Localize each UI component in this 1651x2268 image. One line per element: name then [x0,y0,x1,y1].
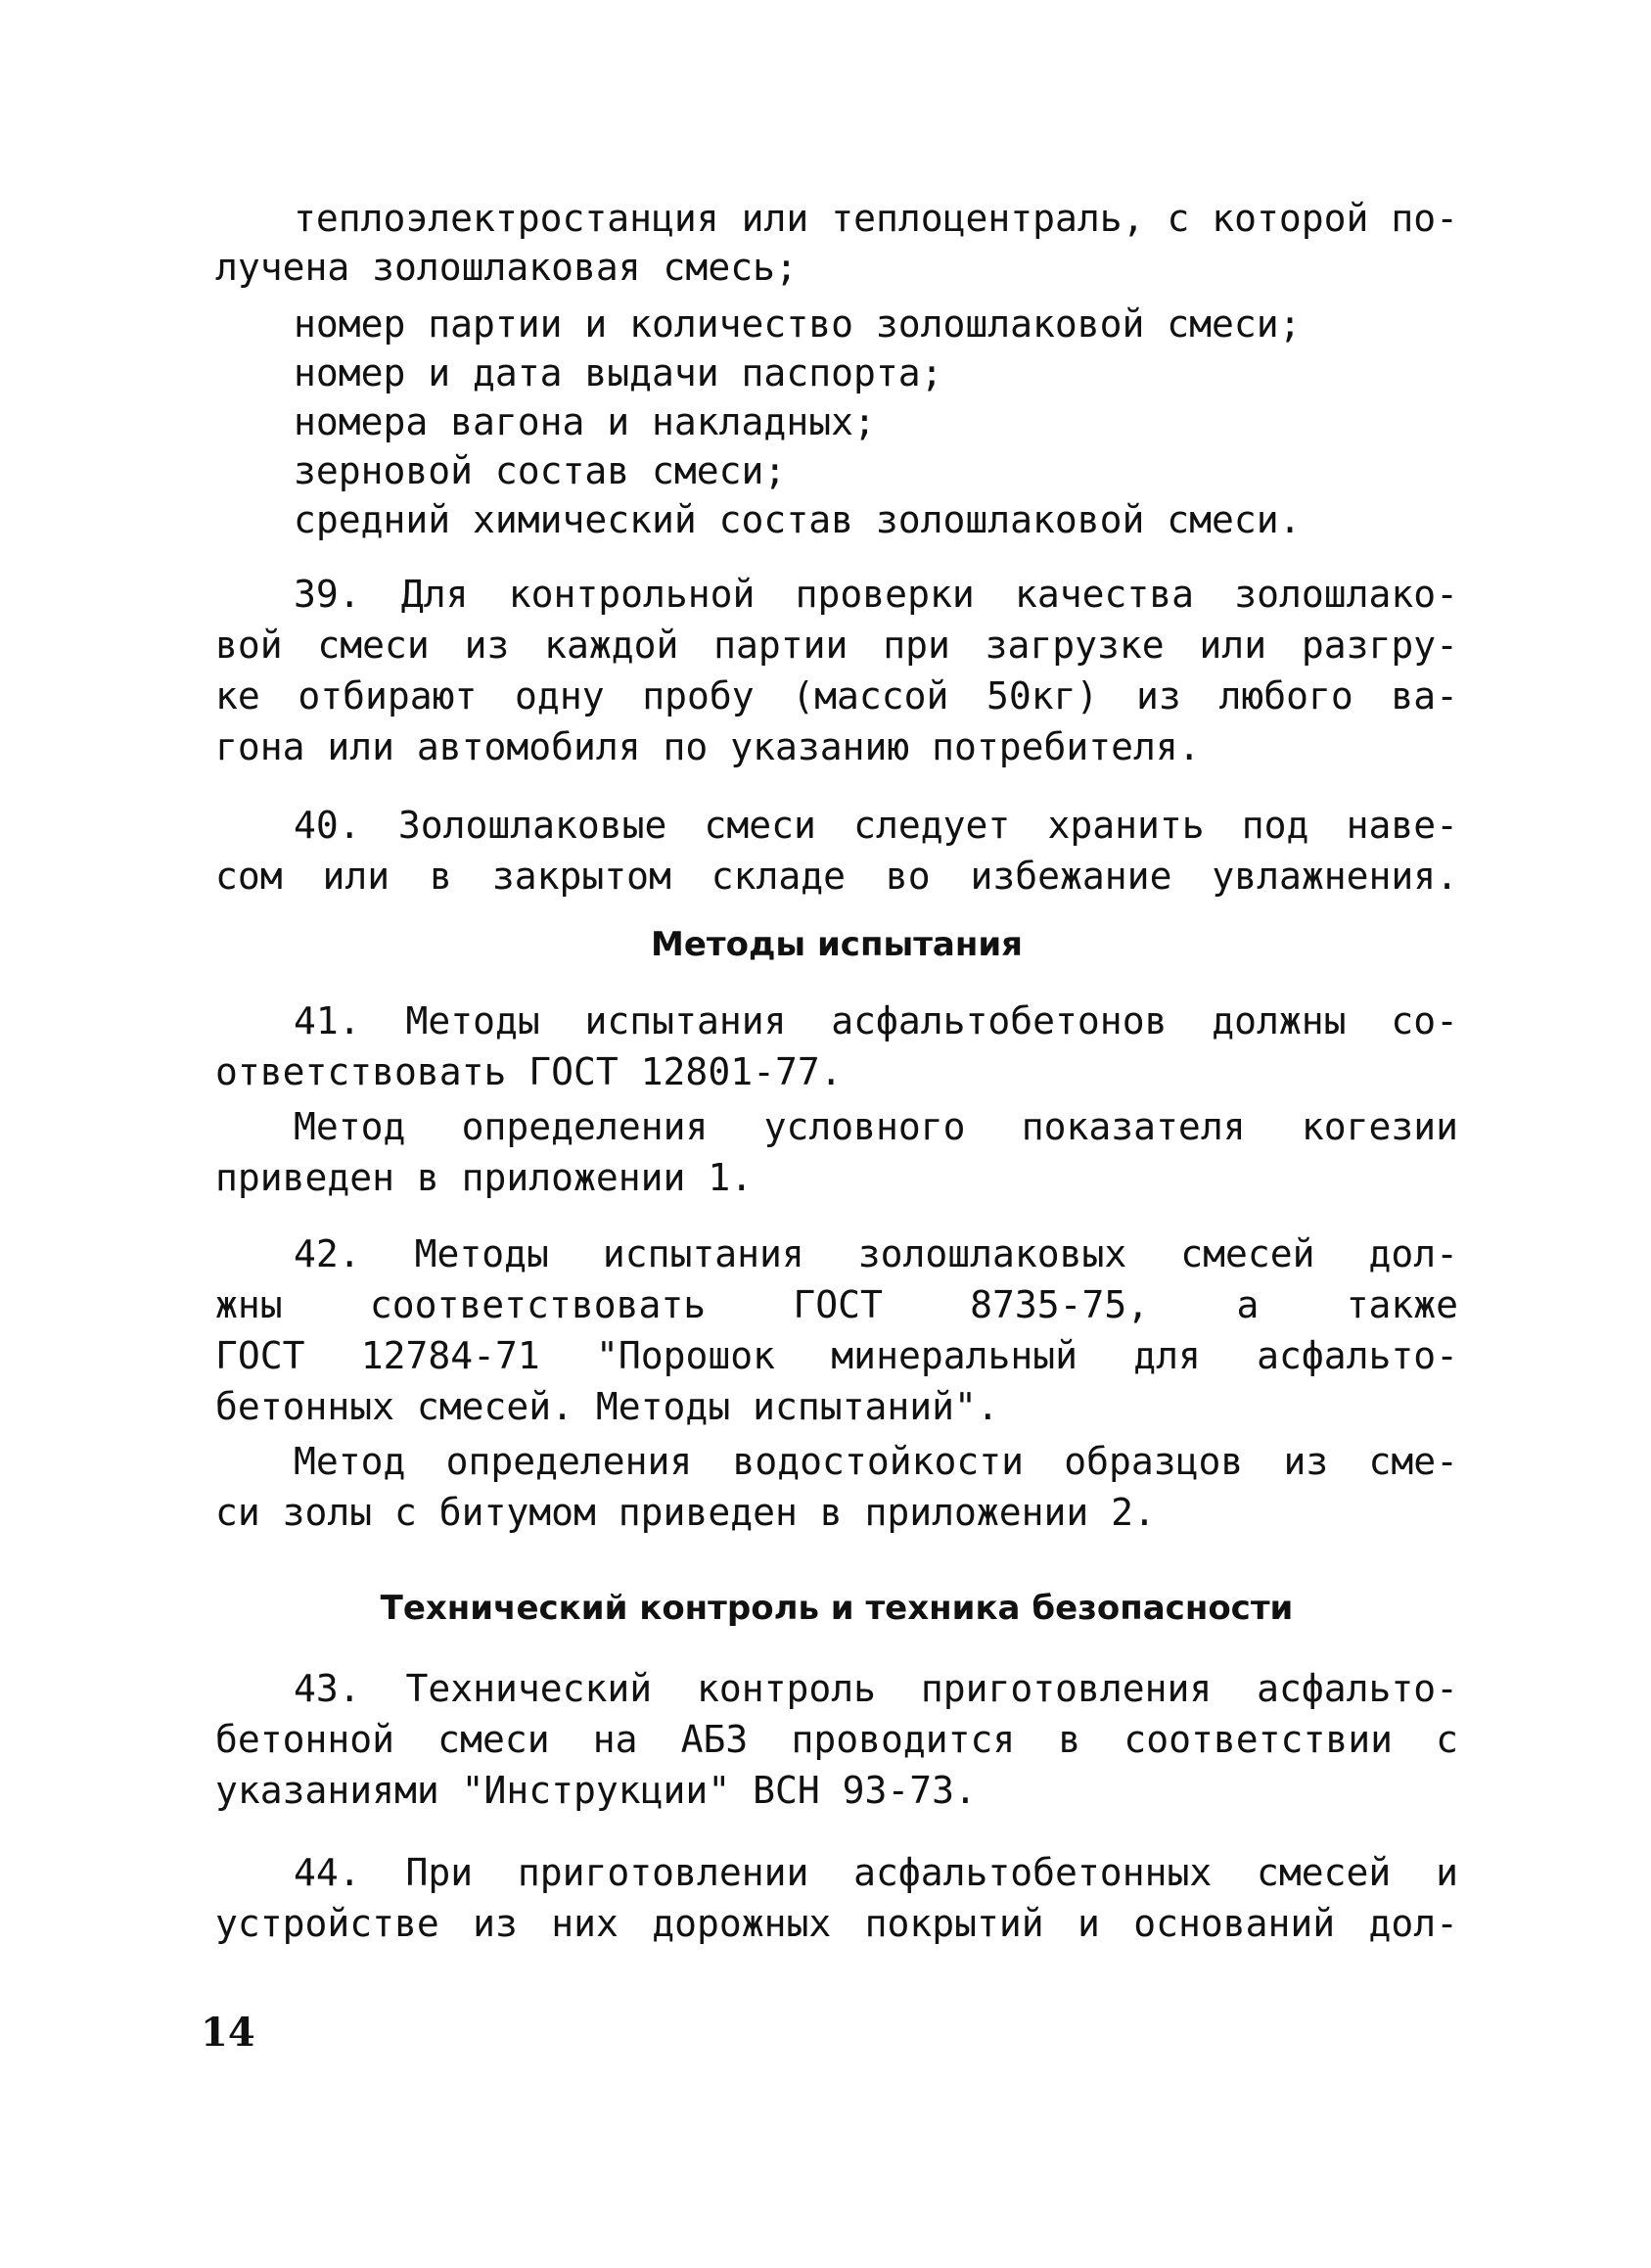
paragraph-43-line: бетонной смеси на АБЗ проводится в соответствии с [215,1718,1458,1761]
list-item: средний химический состав золошлаковой смеси. [294,498,1302,541]
paragraph-42-line: 42. Методы испытания золошлаковых смесей дол- [294,1232,1458,1275]
paragraph-40-line: сом или в закрытом складе во избежание увлажнения. [215,855,1458,898]
paragraph-43-line: 43. Технический контроль приготовления асфальто- [294,1667,1458,1710]
paragraph-41-line: ответствовать ГОСТ 12801-77. [215,1050,843,1093]
page-number: 14 [201,2010,255,2056]
paragraph-39-line: 39. Для контрольной проверки качества золошлако- [294,573,1458,616]
list-item: номер и дата выдачи паспорта; [294,351,943,394]
section-heading-control: Технический контроль и техника безопасности [380,1589,1294,1628]
paragraph-44-line: 44. При приготовлении асфальтобетонных смесей и [294,1851,1458,1894]
paragraph-42-line: бетонных смесей. Методы испытаний". [215,1385,999,1428]
paragraph-41-line: 41. Методы испытания асфальтобетонов должны со- [294,999,1458,1042]
list-item: номер партии и количество золошлаковой смеси; [294,302,1302,346]
paragraph-43-line: указаниями "Инструкции" ВСН 93-73. [215,1769,977,1812]
list-item: номера вагона и накладных; [294,400,876,443]
paragraph-39-line: вой смеси из каждой партии при загрузке или разгру- [215,624,1458,667]
paragraph-42-line: ГОСТ 12784-71 "Порошок минеральный для асфальто- [215,1334,1458,1377]
section-heading-methods: Методы испытания [650,925,1023,964]
paragraph-42-line: Метод определения водостойкости образцов из сме- [294,1440,1458,1483]
text-line: лучена золошлаковая смесь; [215,246,798,289]
paragraph-39-line: гона или автомобиля по указанию потребителя. [215,725,1201,768]
paragraph-42-line: жны соответствовать ГОСТ 8735-75, а также [215,1283,1458,1326]
paragraph-44-line: устройстве из них дорожных покрытий и оснований дол- [215,1902,1458,1945]
list-item: зерновой состав смеси; [294,449,787,492]
paragraph-40-line: 40. Золошлаковые смеси следует хранить под наве- [294,804,1458,847]
paragraph-39-line: ке отбирают одну пробу (массой 50кг) из любого ва- [215,674,1458,717]
paragraph-41-line: приведен в приложении 1. [215,1156,754,1199]
text-line: теплоэлектростанция или теплоцентраль, с которой по- [294,197,1458,240]
paragraph-41-line: Метод определения условного показателя когезии [294,1105,1458,1148]
paragraph-42-line: си золы с битумом приведен в приложении 2. [215,1491,1156,1534]
